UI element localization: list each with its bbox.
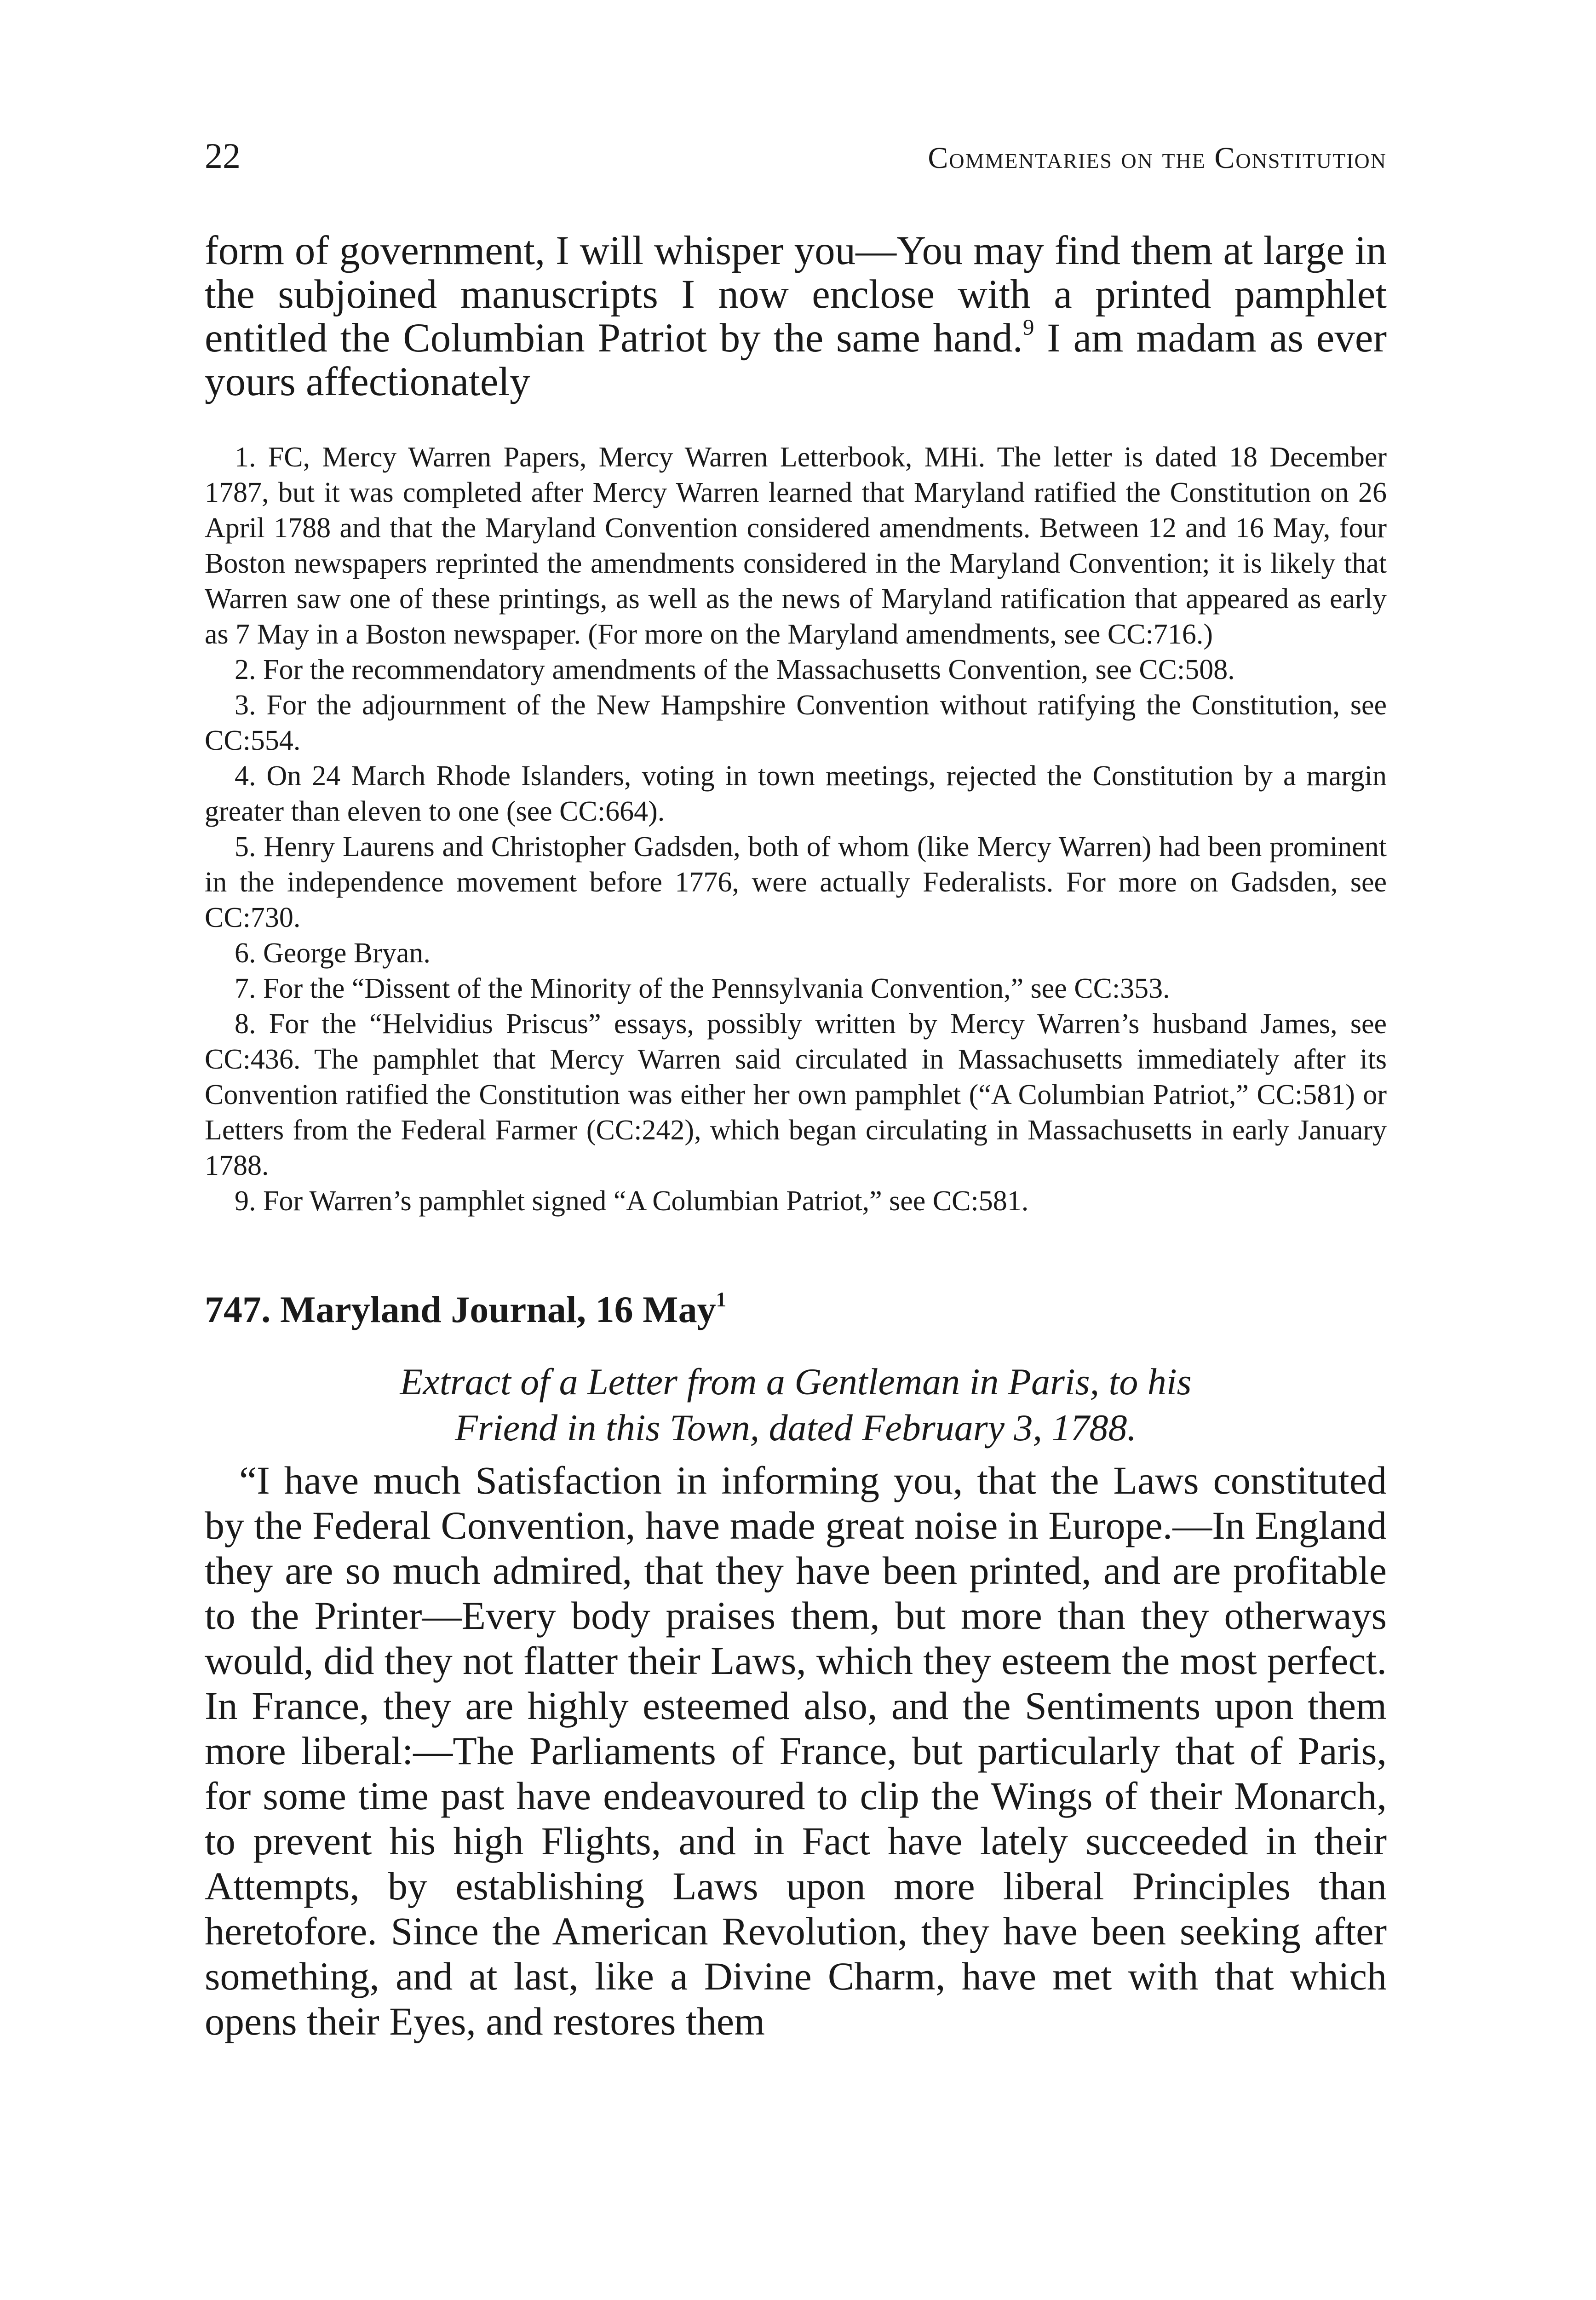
footnote-number: 8. <box>235 1008 256 1040</box>
footnote <box>205 936 1387 971</box>
footnote-number: 6. <box>235 937 256 969</box>
footnote-text: Henry Laurens and Christopher Gadsden, both of whom (like Mercy Warren) had been prominent in the independence movement before 1776, were actually Federalists. For more on Gadsden, see CC:730. <box>205 831 1387 933</box>
subheading-line: Extract of a Letter from a Gentleman in Paris, to his <box>400 1361 1192 1403</box>
continuation-paragraph <box>205 229 1387 404</box>
footnote-text: For the “Dissent of the Minority of the Pennsylvania Convention,” see CC:353. <box>263 973 1170 1004</box>
page <box>205 138 1387 2044</box>
footnote-text: For the adjournment of the New Hampshire Convention without ratifying the Constitution, see CC:554. <box>205 690 1387 756</box>
subheading-line: Friend in this Town, dated February 3, 1788. <box>454 1407 1137 1449</box>
note-reference: 9 <box>1022 314 1034 340</box>
footnotes <box>205 440 1387 1219</box>
footnote <box>205 440 1387 652</box>
section-heading <box>205 1288 1387 1331</box>
footnote-number: 9. <box>235 1185 256 1217</box>
footnote <box>205 652 1387 688</box>
footnote <box>205 829 1387 936</box>
continuation-text: form of government, I will whisper you—You may find them at large in the subjoined manuscripts I now enclose with a printed pamphlet entitled the Columbian Patriot by the same hand. <box>205 228 1387 361</box>
footnote-number: 3. <box>235 690 256 721</box>
section-title: 747. Maryland Journal, 16 May <box>205 1288 716 1330</box>
running-title: Commentaries on the Constitution <box>928 141 1387 175</box>
footnote <box>205 1184 1387 1219</box>
letter-body: “I have much Satisfaction in informing you, that the Laws constituted by the Federal Convention, have made great noise in Europe.—In England they are so much admired, that they have been printed, and are profitable to the Printer—Every body praises them, but more than they otherways would, did they not flatter their Laws, which they esteem the most perfect. In France, they are highly esteemed also, and the Sentiments upon them more liberal:—The Parliaments of France, but particularly that of Paris, for some time past have endeavoured to clip the Wings of their Monarch, to prevent his high Flights, and in Fact have lately succeeded in their Attempts, by establishing Laws upon more liberal Principles than heretofore. Since the American Revolution, they have been seeking after something, and at last, like a Divine Charm, have met with that which opens their Eyes, and restores them <box>205 1458 1387 2043</box>
footnote <box>205 759 1387 829</box>
footnote-text: George Bryan. <box>263 937 431 969</box>
footnote-text: For the “Helvidius Priscus” essays, possibly written by Mercy Warren’s husband James, see CC:436. The pamphlet that Mercy Warren said circulated in Massachusetts immediately after its Convention ratified the Constitution was either her own pamphlet (“A Columbian Patriot,” CC:581) or Letters from the Federal Farmer (CC:242), which began circulating in Massachusetts in early January 1788. <box>205 1008 1387 1181</box>
running-head <box>205 138 1387 174</box>
footnote-number: 1. <box>235 442 256 473</box>
footnote-number: 5. <box>235 831 256 862</box>
continuation-closing: I am madam as ever yours affectionately <box>205 316 1387 404</box>
footnote <box>205 688 1387 759</box>
footnote <box>205 1006 1387 1184</box>
page-number: 22 <box>205 136 241 176</box>
footnote-number: 7. <box>235 973 256 1004</box>
footnote-number: 4. <box>235 760 256 792</box>
footnote-text: For the recommendatory amendments of the Massachusetts Convention, see CC:508. <box>263 654 1235 685</box>
footnote <box>205 971 1387 1006</box>
footnote-text: For Warren’s pamphlet signed “A Columbian Patriot,” see CC:581. <box>263 1185 1029 1217</box>
letter-subheading <box>205 1359 1387 1451</box>
heading-note-reference: 1 <box>716 1288 727 1311</box>
footnote-number: 2. <box>235 654 256 685</box>
footnote-text: FC, Mercy Warren Papers, Mercy Warren Letterbook, MHi. The letter is dated 18 December 1787, but it was completed after Mercy Warren learned that Maryland ratified the Constitution on 26 April 1788 and that the Maryland Convention considered amendments. Between 12 and 16 May, four Boston newspapers reprinted the amendments considered in the Maryland Convention; it is likely that Warren saw one of these printings, as well as the news of Maryland ratification that appeared as early as 7 May in a Boston newspaper. (For more on the Maryland amendments, see CC:716.) <box>205 442 1387 650</box>
footnote-text: On 24 March Rhode Islanders, voting in town meetings, rejected the Constitution by a margin greater than eleven to one (see CC:664). <box>205 760 1387 827</box>
